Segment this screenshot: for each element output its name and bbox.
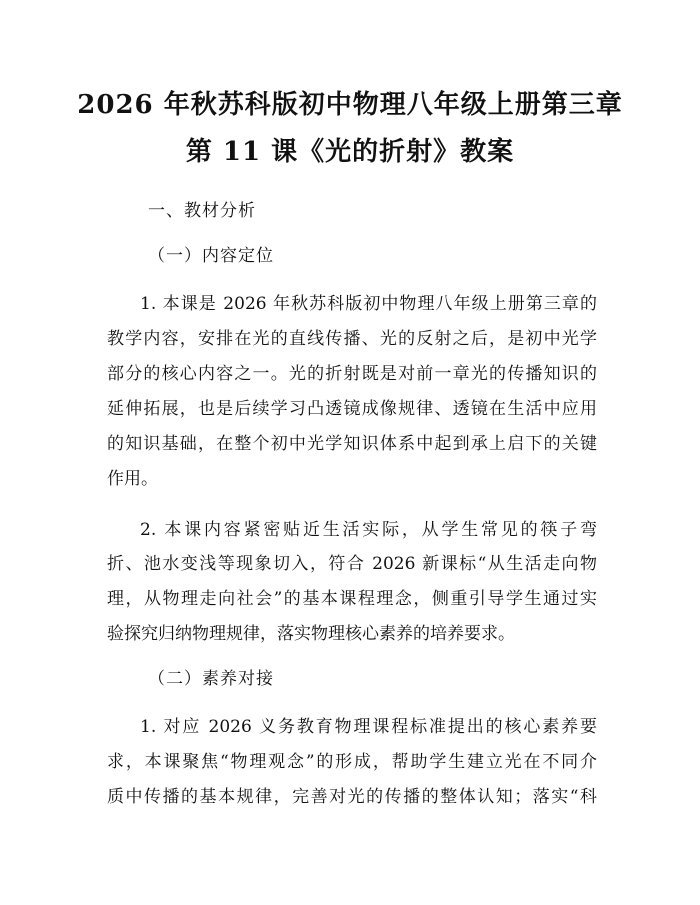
paragraph-line: 教学内容，安排在光的直线传播、光的反射之后，是初中光学 — [107, 329, 597, 349]
paragraph-line: 延伸拓展，也是后续学习凸透镜成像规律、透镜在生活中应用 — [107, 399, 597, 419]
document-title-line-2: 第 11 课《光的折射》教案 — [185, 137, 515, 167]
paragraph-line: 1. 本课是 2026 年秋苏科版初中物理八年级上册第三章的 — [140, 294, 597, 314]
paragraph-line: 求，本课聚焦“物理观念”的形成，帮助学生建立光在不同介 — [107, 752, 597, 772]
paragraph-line: 质中传播的基本规律，完善对光的传播的整体认知；落实“科 — [107, 787, 597, 807]
paragraph-line: 验探究归纳物理规律，落实物理核心素养的培养要求。 — [107, 624, 515, 644]
paragraph-line: 部分的核心内容之一。光的折射既是对前一章光的传播知识的 — [107, 364, 597, 384]
paragraph-line: 1. 对应 2026 义务教育物理课程标准提出的核心素养要 — [140, 717, 597, 737]
document-title-line-1: 2026 年秋苏科版初中物理八年级上册第三章 — [77, 90, 623, 120]
paragraph-line: 的知识基础，在整个初中光学知识体系中起到承上启下的关键 — [107, 434, 597, 454]
paragraph-line: 理，从物理走向社会”的基本课程理念，侧重引导学生通过实 — [107, 589, 597, 609]
paragraph-line: 作用。 — [107, 469, 158, 489]
paragraph-line: 2. 本课内容紧密贴近生活实际，从学生常见的筷子弯 — [140, 520, 597, 540]
subsection-heading-literacy-alignment: （二）素养对接 — [148, 669, 274, 689]
section-heading-textbook-analysis: 一、教材分析 — [148, 201, 256, 221]
subsection-heading-content-position: （一）内容定位 — [148, 246, 274, 266]
paragraph-line: 折、池水变浅等现象切入，符合 2026 新课标“从生活走向物 — [107, 554, 597, 574]
